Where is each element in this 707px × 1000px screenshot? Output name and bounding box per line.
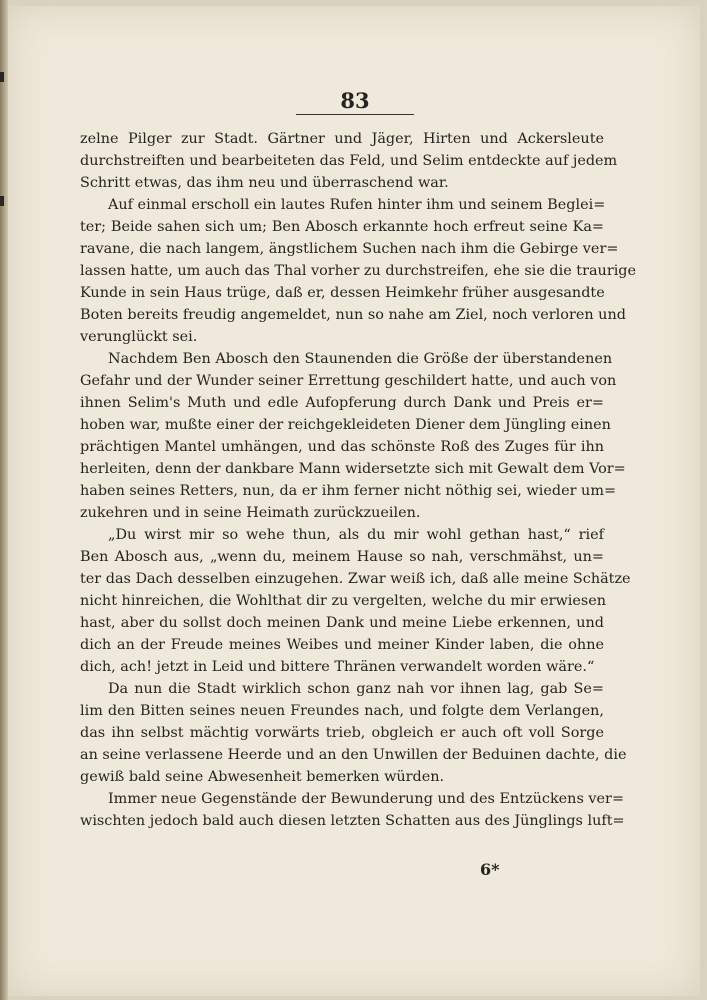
text-line: Ben Abosch aus, „wenn du, meinem Hause so nah, verschmähst, un=	[80, 549, 604, 565]
text-line: Kunde in sein Haus trüge, daß er, dessen Heimkehr früher ausgesandte	[80, 285, 605, 301]
text-line: haben seines Retters, nun, da er ihm ferner nicht nöthig sei, wieder um=	[80, 483, 617, 499]
text-line: lim den Bitten seines neuen Freundes nach, und folgte dem Verlangen,	[80, 703, 604, 719]
text-line: Gefahr und der Wunder seiner Errettung geschildert hatte, und auch von	[80, 373, 617, 389]
paragraph	[80, 194, 637, 348]
text-line: ravane, die nach langem, ängstlichem Suchen nach ihm die Gebirge ver=	[80, 241, 619, 257]
text-line: Schritt etwas, das ihm neu und überraschend war.	[80, 175, 449, 191]
text-line: gewiß bald seine Abwesenheit bemerken würden.	[80, 769, 445, 785]
text-line: zukehren und in seine Heimath zurückzueilen.	[80, 505, 421, 521]
header-rule	[296, 114, 414, 115]
text-line: prächtigen Mantel umhängen, und das schönste Roß des Zuges für ihn	[80, 439, 604, 455]
paragraph	[80, 128, 618, 194]
text-line: herleiten, denn der dankbare Mann widersetzte sich mit Gewalt dem Vor=	[80, 461, 626, 477]
paragraph	[80, 524, 631, 678]
text-line: zelne Pilger zur Stadt. Gärtner und Jäger, Hirten und Ackersleute	[80, 131, 604, 147]
text-line: Nachdem Ben Abosch den Staunenden die Größe der überstandenen	[108, 351, 613, 367]
text-line: dich, ach! jetzt in Leid und bittere Thränen verwandelt worden wäre.“	[80, 659, 595, 675]
text-line: nicht hinreichen, die Wohlthat dir zu vergelten, welche du mir erwiesen	[80, 593, 607, 609]
text-line: Da nun die Stadt wirklich schon ganz nah vor ihnen lag, gab Se=	[108, 681, 604, 697]
text-line: Auf einmal erscholl ein lautes Rufen hinter ihm und seinem Beglei=	[108, 197, 606, 213]
text-line: hast, aber du sollst doch meinen Dank und meine Liebe erkennen, und	[80, 615, 604, 631]
text-line: ter das Dach desselben einzugehen. Zwar weiß ich, daß alle meine Schätze	[80, 571, 631, 587]
page-number: 83	[340, 88, 370, 113]
body-text	[80, 128, 637, 832]
text-line: an seine verlassene Heerde und an den Unwillen der Beduinen dachte, die	[80, 747, 627, 763]
binding-mark	[0, 72, 4, 82]
text-line: das ihn selbst mächtig vorwärts trieb, obgleich er auch oft voll Sorge	[80, 725, 604, 741]
text-line: „Du wirst mir so wehe thun, als du mir wohl gethan hast,“ rief	[108, 527, 604, 543]
text-line: hoben war, mußte einer der reichgekleideten Diener dem Jüngling einen	[80, 417, 611, 433]
binding-mark	[0, 196, 4, 206]
text-line: ihnen Selim's Muth und edle Aufopferung durch Dank und Preis er=	[80, 395, 604, 411]
text-line: durchstreiften und bearbeiteten das Feld, und Selim entdeckte auf jedem	[80, 153, 618, 169]
text-line: Boten bereits freudig angemeldet, nun so nahe am Ziel, noch verloren und	[80, 307, 626, 323]
text-line: ter; Beide sahen sich um; Ben Abosch erkannte hoch erfreut seine Ka=	[80, 219, 604, 235]
text-line: dich an der Freude meines Weibes und meiner Kinder laben, die ohne	[80, 637, 604, 653]
paragraph	[80, 678, 627, 788]
paragraph	[80, 788, 625, 832]
text-line: wischten jedoch bald auch diesen letzten Schatten aus des Jünglings luft=	[80, 813, 625, 829]
paragraph	[80, 348, 626, 524]
text-line: Immer neue Gegenstände der Bewunderung und des Entzückens ver=	[108, 791, 624, 807]
signature-mark: 6*	[480, 860, 500, 879]
book-spine-edge	[0, 0, 8, 1000]
text-line: lassen hatte, um auch das Thal vorher zu durchstreifen, ehe sie die traurige	[80, 263, 637, 279]
text-line: verunglückt sei.	[80, 329, 198, 345]
